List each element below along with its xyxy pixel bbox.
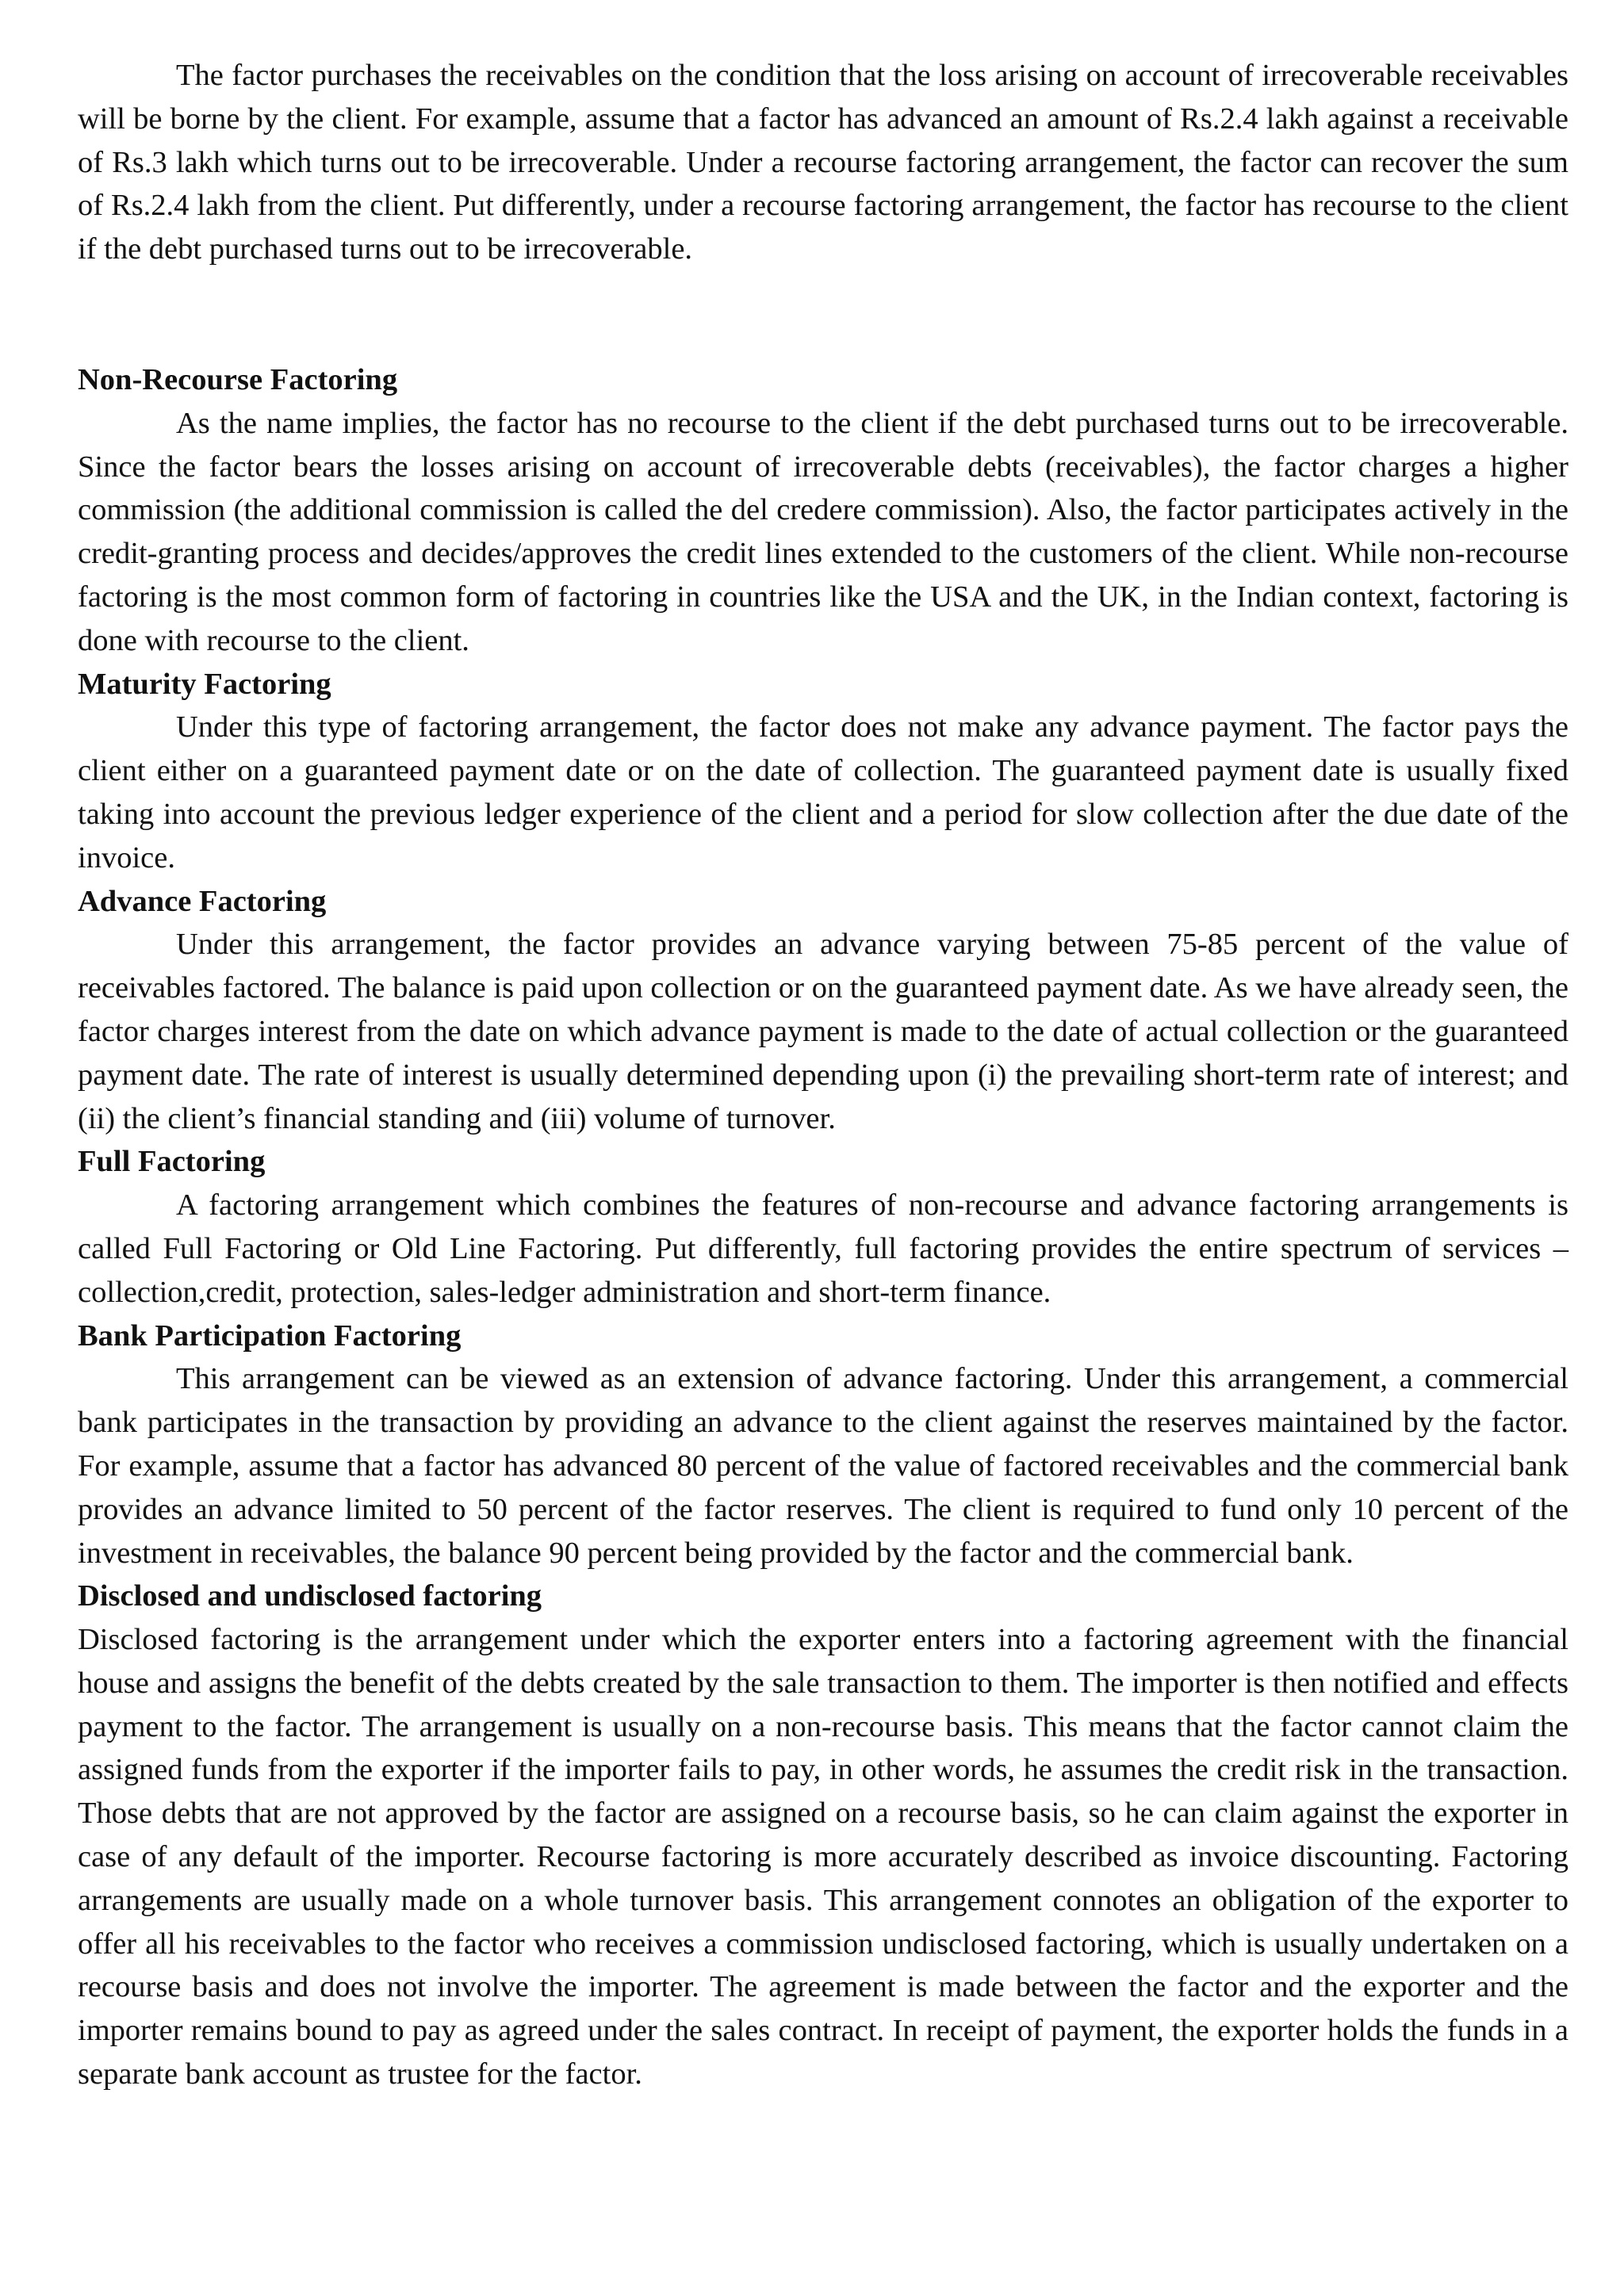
section-body-disclosed-undisclosed-factoring: Disclosed factoring is the arrangement under which the exporter enters into a factoring agreement with the financial house and assigns the benefit of the debts created by the sale transaction to them. The importer is then notified and effects payment to the factor. The arrangement is usually on a non-recourse basis. This means that the factor cannot claim the assigned funds from the exporter if the importer fails to pay, in other words, he assumes the credit risk in the transaction. Those debts that are not approved by the factor are assigned on a recourse basis, so he can claim against the exporter in case of any default of the importer. Recourse factoring is more accurately described as invoice discounting. Factoring arrangements are usually made on a whole turnover basis. This arrangement connotes an obligation of the exporter to offer all his receivables to the factor who receives a commission undisclosed factoring, which is usually undertaken on a recourse basis and does not involve the importer. The agreement is made between the factor and the exporter and the importer remains bound to pay as agreed under the sales contract. In receipt of payment, the exporter holds the funds in a separate bank account as trustee for the factor.: [78, 1623, 1568, 2091]
section-heading-maturity-factoring: Maturity Factoring: [78, 667, 331, 701]
section-body-maturity-factoring: Under this type of factoring arrangement, the factor does not make any advance payment. The factor pays the client either on a guaranteed payment date or on the date of collection. The guaranteed payment date is usually fixed taking into account the previous ledger experience of the client and a period for slow collection after the due date of the invoice.: [78, 710, 1568, 874]
section-body-non-recourse-factoring: As the name implies, the factor has no recourse to the client if the debt purchased turns out to be irrecoverable. Since the factor bears the losses arising on account of irrecoverable debts (receivables), the factor charges a higher commission (the additional commission is called the del credere commission). Also, the factor participates actively in the credit-granting process and decides/approves the credit lines extended to the customers of the client. While non-recourse factoring is the most common form of factoring in countries like the USA and the UK, in the Indian context, factoring is done with recourse to the client.: [78, 406, 1568, 657]
section-heading-disclosed-undisclosed-factoring: Disclosed and undisclosed factoring: [78, 1579, 542, 1613]
intro-paragraph: The factor purchases the receivables on the condition that the loss arising on account of irrecoverable receivables will be borne by the client. For example, assume that a factor has advanced an amount of Rs.2.4 lakh against a receivable of Rs.3 lakh which turns out to be irrecoverable. Under a recourse factoring arrangement, the factor can recover the sum of Rs.2.4 lakh from the client. Put differently, under a recourse factoring arrangement, the factor has recourse to the client if the debt purchased turns out to be irrecoverable.: [78, 59, 1568, 266]
section-heading-advance-factoring: Advance Factoring: [78, 884, 327, 918]
section-heading-non-recourse-factoring: Non-Recourse Factoring: [78, 362, 398, 396]
document-page: [78, 54, 1568, 2096]
section-heading-bank-participation-factoring: Bank Participation Factoring: [78, 1318, 462, 1353]
section-heading-full-factoring: Full Factoring: [78, 1145, 266, 1179]
section-spacer: [78, 271, 1568, 358]
section-body-advance-factoring: Under this arrangement, the factor provides an advance varying between 75-85 percent of the value of receivables factored. The balance is paid upon collection or on the guaranteed payment date. As we have already seen, the factor charges interest from the date on which advance payment is made to the date of actual collection or the guaranteed payment date. The rate of interest is usually determined depending upon (i) the prevailing short-term rate of interest; and (ii) the client’s financial standing and (iii) volume of turnover.: [78, 928, 1568, 1135]
section-body-bank-participation-factoring: This arrangement can be viewed as an extension of advance factoring. Under this arrangement, a commercial bank participates in the transaction by providing an advance to the client against the reserves maintained by the factor. For example, assume that a factor has advanced 80 percent of the value of factored receivables and the commercial bank provides an advance limited to 50 percent of the factor reserves. The client is required to fund only 10 percent of the investment in receivables, the balance 90 percent being provided by the factor and the commercial bank.: [78, 1362, 1568, 1570]
section-body-full-factoring: A factoring arrangement which combines the features of non-recourse and advance factoring arrangements is called Full Factoring or Old Line Factoring. Put differently, full factoring provides the entire spectrum of services – collection,credit, protection, sales-ledger administration and short-term finance.: [78, 1188, 1568, 1309]
